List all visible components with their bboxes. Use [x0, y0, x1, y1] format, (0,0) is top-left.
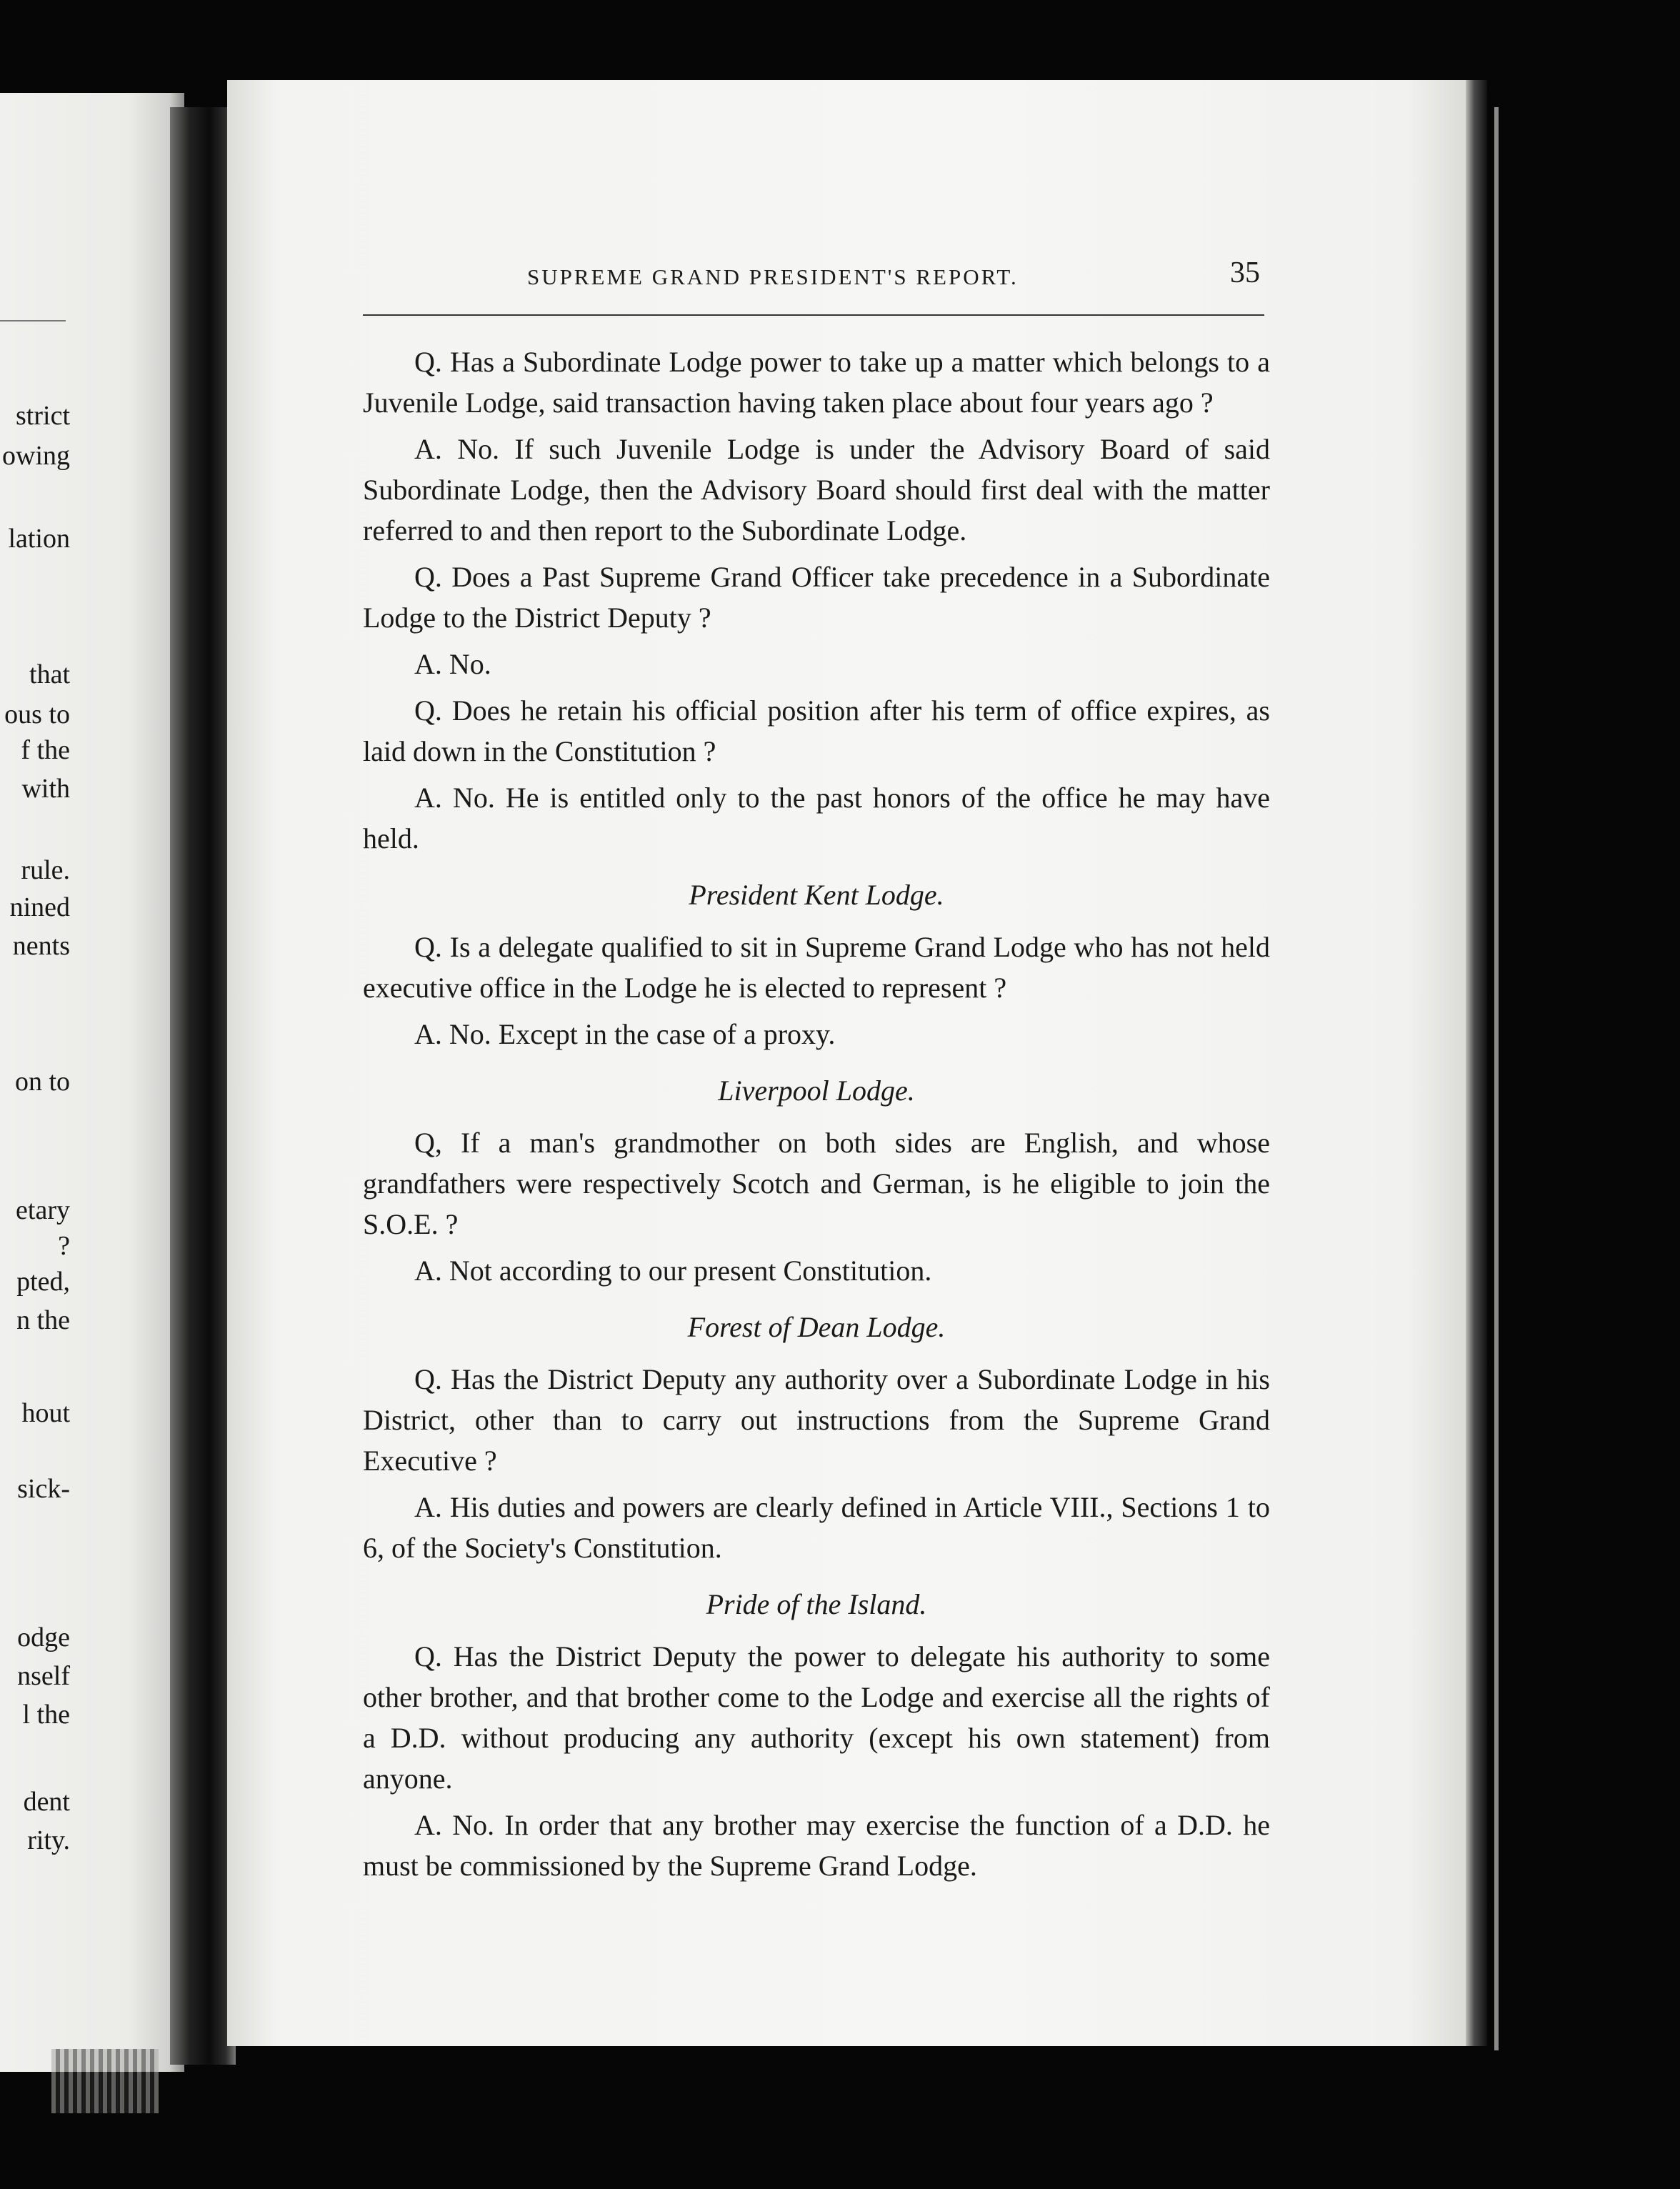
left-fragment: that: [29, 659, 70, 689]
left-fragment: odge: [17, 1622, 70, 1652]
answer-paragraph: A. No. If such Juvenile Lodge is under the Advisory Board of said Subordinate Lodge, then the Advisory Board should first deal with the matter referred to and then report to the Subordinate Lodge.: [363, 433, 1270, 547]
question-paragraph: Q. Is a delegate qualified to sit in Supreme Grand Lodge who has not held executive office in the Lodge he is elected to represent ?: [363, 931, 1270, 1004]
answer-paragraph: A. No. He is entitled only to the past honors of the office he may have held.: [363, 782, 1270, 854]
left-fragment: n the: [16, 1305, 70, 1335]
left-fragment: strict: [16, 401, 70, 431]
left-fragment: f the: [21, 735, 70, 765]
page-edge-shadow: [1466, 80, 1487, 2046]
left-fragment: l the: [22, 1700, 70, 1730]
question-paragraph: Q, If a man's grandmother on both sides are English, and whose grandfathers were respectively Scotch and German, is he eligible to join the S.O.E. ?: [363, 1127, 1270, 1240]
left-fragment: dent: [23, 1787, 70, 1817]
page-edge-marks: [51, 2049, 159, 2113]
running-head: SUPREME GRAND PRESIDENT'S REPORT.: [527, 264, 1019, 289]
answer-paragraph: A. No.: [414, 648, 491, 680]
left-fragment: nined: [9, 892, 70, 922]
lodge-heading: Liverpool Lodge.: [718, 1074, 915, 1107]
lodge-heading: President Kent Lodge.: [689, 879, 944, 911]
left-fragment: nself: [17, 1661, 70, 1691]
page-edge-line: [1494, 107, 1499, 2050]
left-fragment: pted,: [16, 1267, 70, 1297]
answer-paragraph: A. His duties and powers are clearly defined in Article VIII., Sections 1 to 6, of the Society's Constitution.: [363, 1491, 1270, 1564]
lodge-heading: Forest of Dean Lodge.: [687, 1311, 946, 1343]
left-fragment: nents: [12, 931, 70, 961]
left-fragment: ous to: [4, 699, 70, 729]
left-fragment: hout: [21, 1398, 70, 1428]
page-body: [363, 341, 1270, 1892]
left-fragment: with: [21, 774, 70, 804]
lodge-heading: Pride of the Island.: [706, 1588, 927, 1620]
question-paragraph: Q. Has a Subordinate Lodge power to take up a matter which belongs to a Juvenile Lodge, said transaction having taken place about four years ago ?: [363, 346, 1270, 419]
left-fragment: rity.: [27, 1825, 70, 1855]
question-paragraph: Q. Does he retain his official position after his term of office expires, as laid down in the Constitution ?: [363, 694, 1270, 767]
left-fragment: on to: [14, 1067, 70, 1097]
page-number: 35: [1230, 256, 1260, 289]
header-rule: [363, 314, 1264, 316]
left-fragment: etary: [16, 1195, 70, 1225]
left-fragment: owing: [2, 441, 70, 471]
left-fragment: rule.: [21, 855, 70, 885]
left-fragment: sick-: [17, 1474, 70, 1504]
question-paragraph: Q. Has the District Deputy the power to delegate his authority to some other brother, and that brother come to the Lodge and exercise all the rights of a D.D. without producing any authority (except his own statement) from anyone.: [363, 1640, 1270, 1795]
left-fragment: lation: [8, 524, 70, 554]
answer-paragraph: A. No. In order that any brother may exercise the function of a D.D. he must be commissioned by the Supreme Grand Lodge.: [363, 1809, 1270, 1882]
answer-paragraph: A. No. Except in the case of a proxy.: [414, 1018, 836, 1050]
answer-paragraph: A. Not according to our present Constitution.: [414, 1255, 932, 1287]
left-fragment: ?: [58, 1231, 70, 1261]
book-gutter: [170, 107, 236, 2065]
question-paragraph: Q. Does a Past Supreme Grand Officer take precedence in a Subordinate Lodge to the District Deputy ?: [363, 561, 1270, 634]
question-paragraph: Q. Has the District Deputy any authority over a Subordinate Lodge in his District, other than to carry out instructions from the Supreme Grand Executive ?: [363, 1363, 1270, 1477]
left-page-header-rule: [0, 320, 66, 321]
